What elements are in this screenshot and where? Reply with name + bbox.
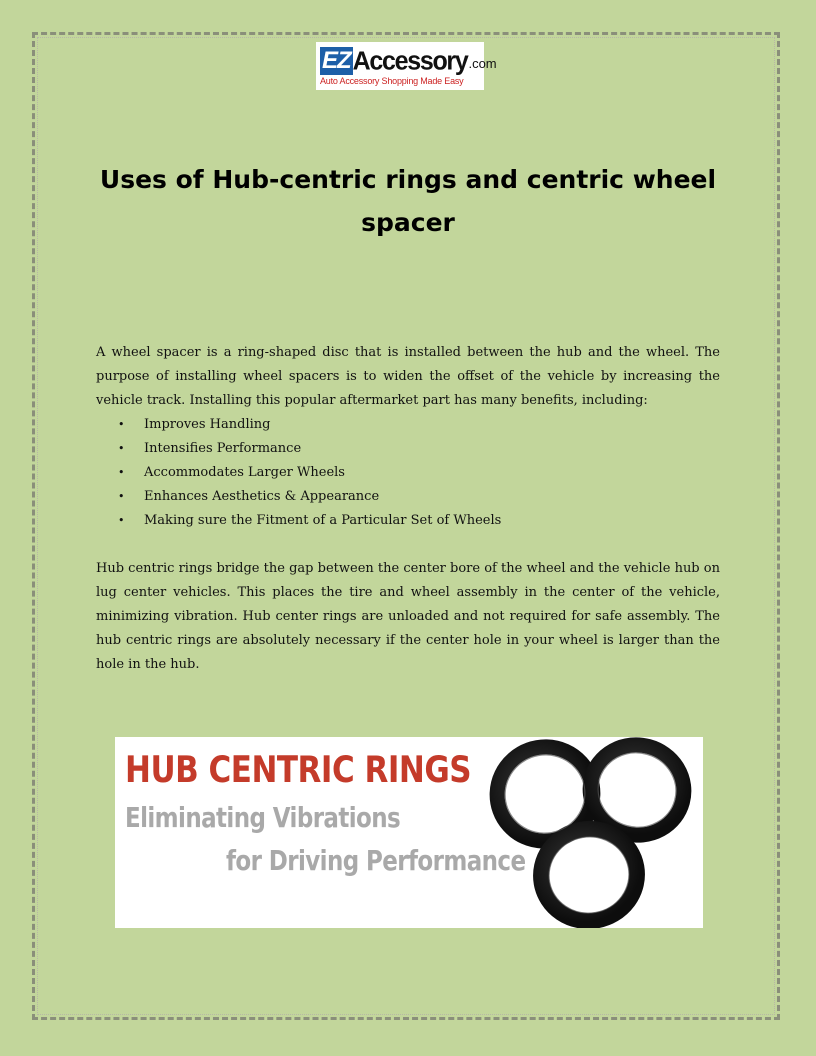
logo-ez-mark: EZ: [322, 47, 351, 74]
bullet-icon: •: [118, 490, 125, 503]
bullet-icon: •: [118, 418, 125, 431]
logo-domain: .com: [468, 56, 497, 71]
logo-wordmark: Accessory: [352, 46, 468, 76]
hub-centric-rings-banner: [115, 737, 703, 928]
benefit-text: Improves Handling: [144, 417, 271, 432]
site-logo[interactable]: [316, 42, 497, 90]
banner-subtitle-line1: Eliminating Vibrations: [125, 803, 401, 835]
banner-subtitle-line2: for Driving Performance: [226, 846, 526, 878]
list-item: [96, 437, 720, 461]
benefit-text: Making sure the Fitment of a Particular Set of Wheels: [144, 513, 502, 528]
benefits-list: [96, 413, 720, 533]
article-body: [96, 341, 720, 677]
list-item: [96, 509, 720, 533]
bullet-icon: •: [118, 514, 125, 527]
bullet-icon: •: [118, 466, 125, 479]
benefit-text: Enhances Aesthetics & Appearance: [144, 489, 380, 504]
hub-rings-paragraph: Hub centric rings bridge the gap between the center bore of the wheel and the vehicle hub on lug center vehicles. This places the tire and wheel assembly in the center of the vehicle, minimizing vibration. Hub center rings are unloaded and not required for safe assembly. The hub centric rings are absolutely necessary if the center hole in your wheel is larger than the hole in the hub.: [96, 561, 720, 672]
page-title: Uses of Hub-centric rings and centric wheel spacer: [99, 165, 717, 237]
banner-title: HUB CENTRIC RINGS: [125, 749, 472, 792]
list-item: [96, 413, 720, 437]
benefit-text: Accommodates Larger Wheels: [144, 465, 345, 480]
logo-tagline: Auto Accessory Shopping Made Easy: [320, 76, 464, 86]
benefit-text: Intensifies Performance: [144, 441, 302, 456]
bullet-icon: •: [118, 442, 125, 455]
intro-paragraph: A wheel spacer is a ring-shaped disc that is installed between the hub and the wheel. The purpose of installing wheel spacers is to widen the offset of the vehicle by increasing the vehicle track. Installing this popular aftermarket part has many benefits, including:: [96, 345, 720, 408]
list-item: [96, 461, 720, 485]
list-item: [96, 485, 720, 509]
rings-photo-icon: [485, 737, 703, 928]
